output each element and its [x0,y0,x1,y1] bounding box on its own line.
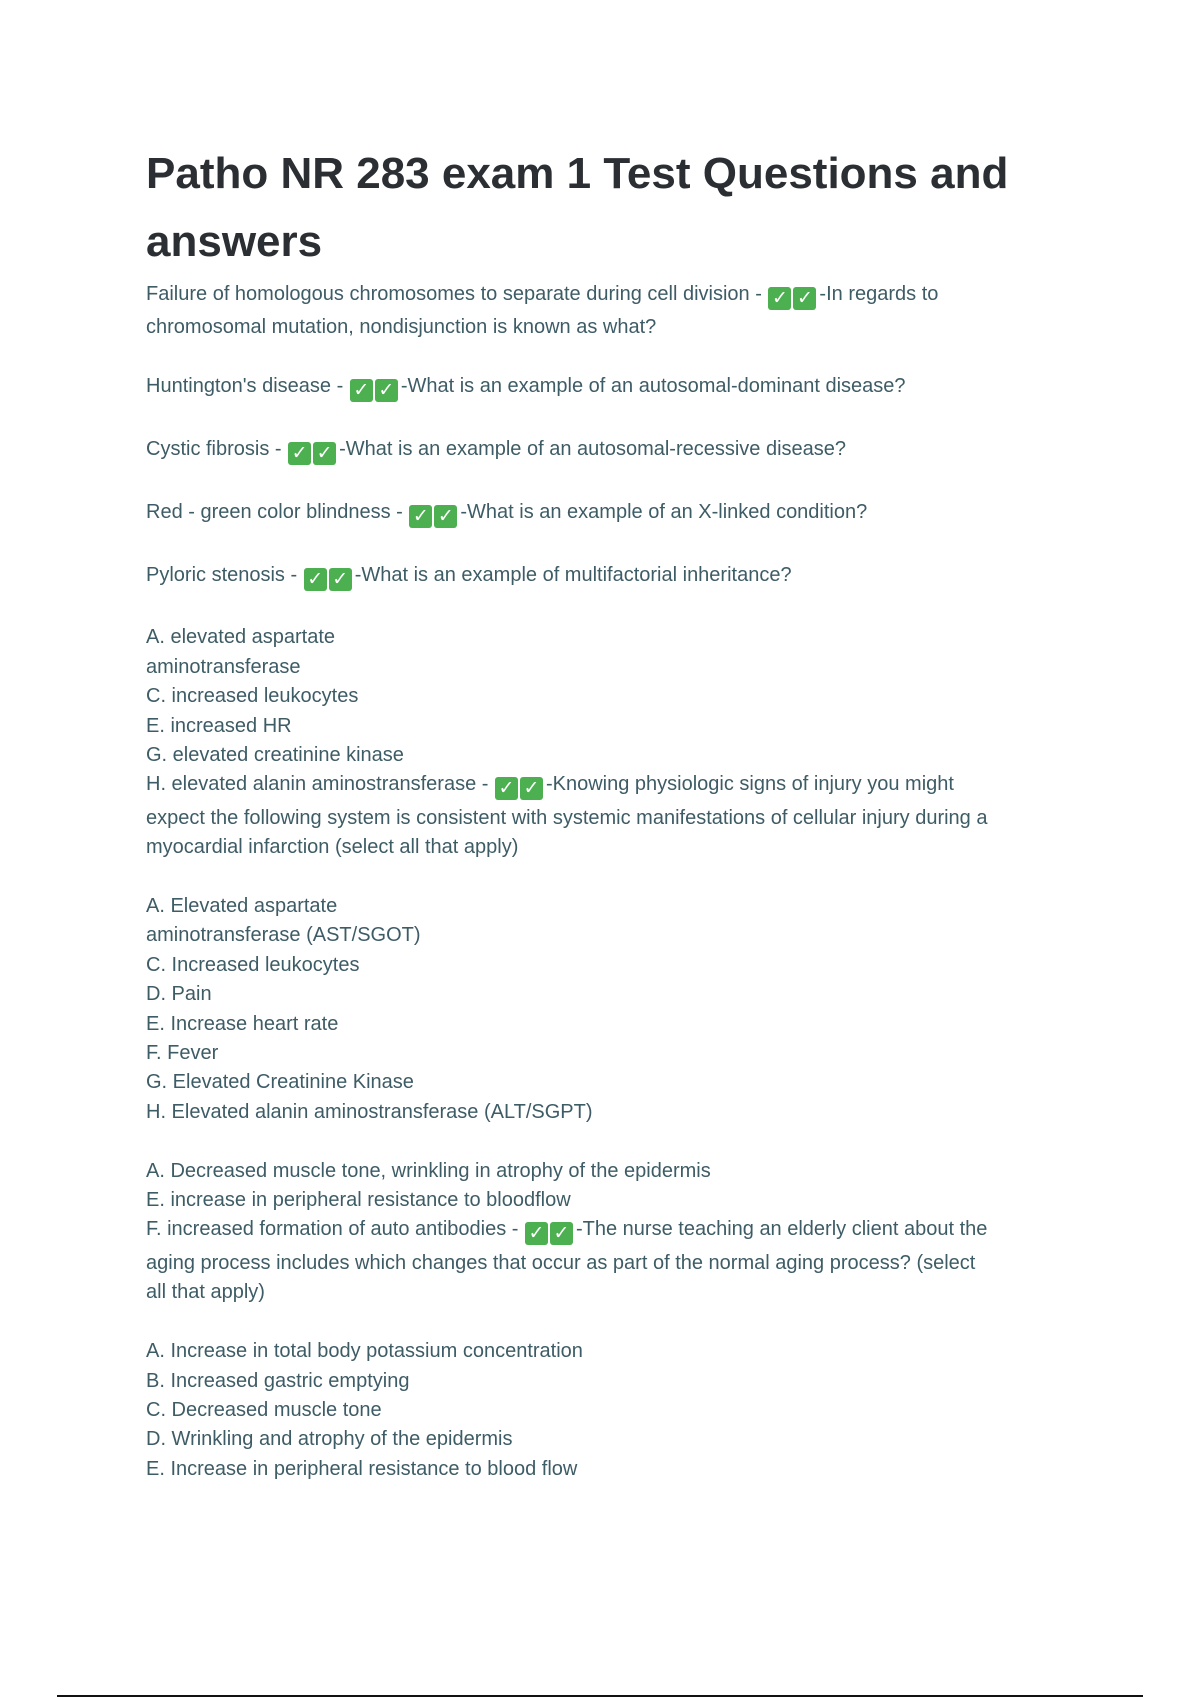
text-line: myocardial infarction (select all that apply) [146,836,519,859]
check-mark-icon: ✓ [409,505,432,528]
double-check-icon [409,502,459,531]
check-mark-icon: ✓ [434,505,457,528]
double-check-icon [525,1219,575,1248]
answer-text: Red - green color blindness - [146,500,409,523]
text-line: G. Elevated Creatinine Kinase [146,1071,414,1094]
double-check-icon [288,439,338,468]
double-check-icon [304,565,354,594]
text-line: A. Increase in total body potassium concentration [146,1340,583,1363]
text-line: F. Fever [146,1042,219,1065]
answer-text: Failure of homologous chromosomes to separate during cell division - [146,283,768,305]
text-line [146,280,1086,313]
check-mark-icon: ✓ [313,442,336,465]
text-line: C. Increased leukocytes [146,953,360,976]
answer-text: Huntington's disease - [146,375,349,398]
question-text: -Knowing physiologic signs of injury you might [545,773,954,796]
document-page [146,140,1086,1514]
question-text: -What is an example of an autosomal-recessive disease? [339,438,847,460]
qa-block [146,372,1086,405]
double-check-icon [350,376,400,405]
text-line [146,770,1086,803]
text-line: E. Increase heart rate [146,1012,339,1035]
text-line: B. Increased gastric emptying [146,1369,410,1392]
text-line: C. increased leukocytes [146,685,359,708]
text-line: aminotransferase [146,655,301,678]
answer-text: Cystic fibrosis - [146,438,288,460]
double-check-icon [768,284,818,313]
text-line: D. Wrinkling and atrophy of the epidermis [146,1428,513,1451]
question-text: -What is an example of an X-linked condition? [460,500,868,523]
qa-block [146,498,1086,531]
text-line: A. elevated aspartate [146,626,336,649]
answer-text: Pyloric stenosis - [146,563,303,586]
qa-content [146,280,1086,1484]
check-mark-icon: ✓ [550,1222,573,1245]
question-text: -In regards to [819,283,939,305]
text-line: C. Decreased muscle tone [146,1398,382,1421]
text-line: D. Pain [146,983,212,1006]
text-line [146,435,1086,468]
text-line: E. increased HR [146,714,292,737]
check-mark-icon: ✓ [329,568,352,591]
footer-divider [57,1695,1143,1697]
text-line: chromosomal mutation, nondisjunction is known as what? [146,316,657,339]
double-check-icon [495,774,545,803]
page-title: Patho NR 283 exam 1 Test Questions and answers [146,149,1009,266]
text-line [146,1215,1086,1248]
qa-block [146,280,1086,343]
check-mark-icon: ✓ [304,568,327,591]
qa-block [146,561,1086,594]
check-mark-icon: ✓ [793,287,816,310]
text-line: H. Elevated alanin aminostransferase (ALT/SGPT) [146,1100,593,1123]
text-line: aging process includes which changes that occur as part of the normal aging process? (select [146,1251,976,1274]
text-line: A. Elevated aspartate [146,895,338,918]
question-text: -What is an example of multifactorial inheritance? [354,563,792,586]
check-mark-icon: ✓ [375,379,398,402]
text-line: G. elevated creatinine kinase [146,744,404,767]
text-line: E. Increase in peripheral resistance to blood flow [146,1457,578,1480]
check-mark-icon: ✓ [350,379,373,402]
answer-text: H. elevated alanin aminostransferase - [146,773,494,796]
question-text: -The nurse teaching an elderly client about the [576,1218,988,1241]
text-line: all that apply) [146,1281,265,1304]
check-mark-icon: ✓ [288,442,311,465]
qa-block [146,1337,1086,1484]
check-mark-icon: ✓ [520,777,543,800]
text-line [146,372,1086,405]
answer-text: F. increased formation of auto antibodies - [146,1218,524,1241]
qa-block [146,1157,1086,1308]
qa-block [146,435,1086,468]
text-line: aminotransferase (AST/SGOT) [146,924,421,947]
check-mark-icon: ✓ [495,777,518,800]
text-line: E. increase in peripheral resistance to bloodflow [146,1189,571,1212]
question-text: -What is an example of an autosomal-dominant disease? [400,375,906,398]
text-line: A. Decreased muscle tone, wrinkling in atrophy of the epidermis [146,1159,711,1182]
check-mark-icon: ✓ [768,287,791,310]
qa-block [146,623,1086,862]
text-line: expect the following system is consistent with systemic manifestations of cellular injury during a [146,806,988,829]
check-mark-icon: ✓ [525,1222,548,1245]
text-line [146,561,1086,594]
qa-block [146,892,1086,1127]
text-line [146,498,1086,531]
